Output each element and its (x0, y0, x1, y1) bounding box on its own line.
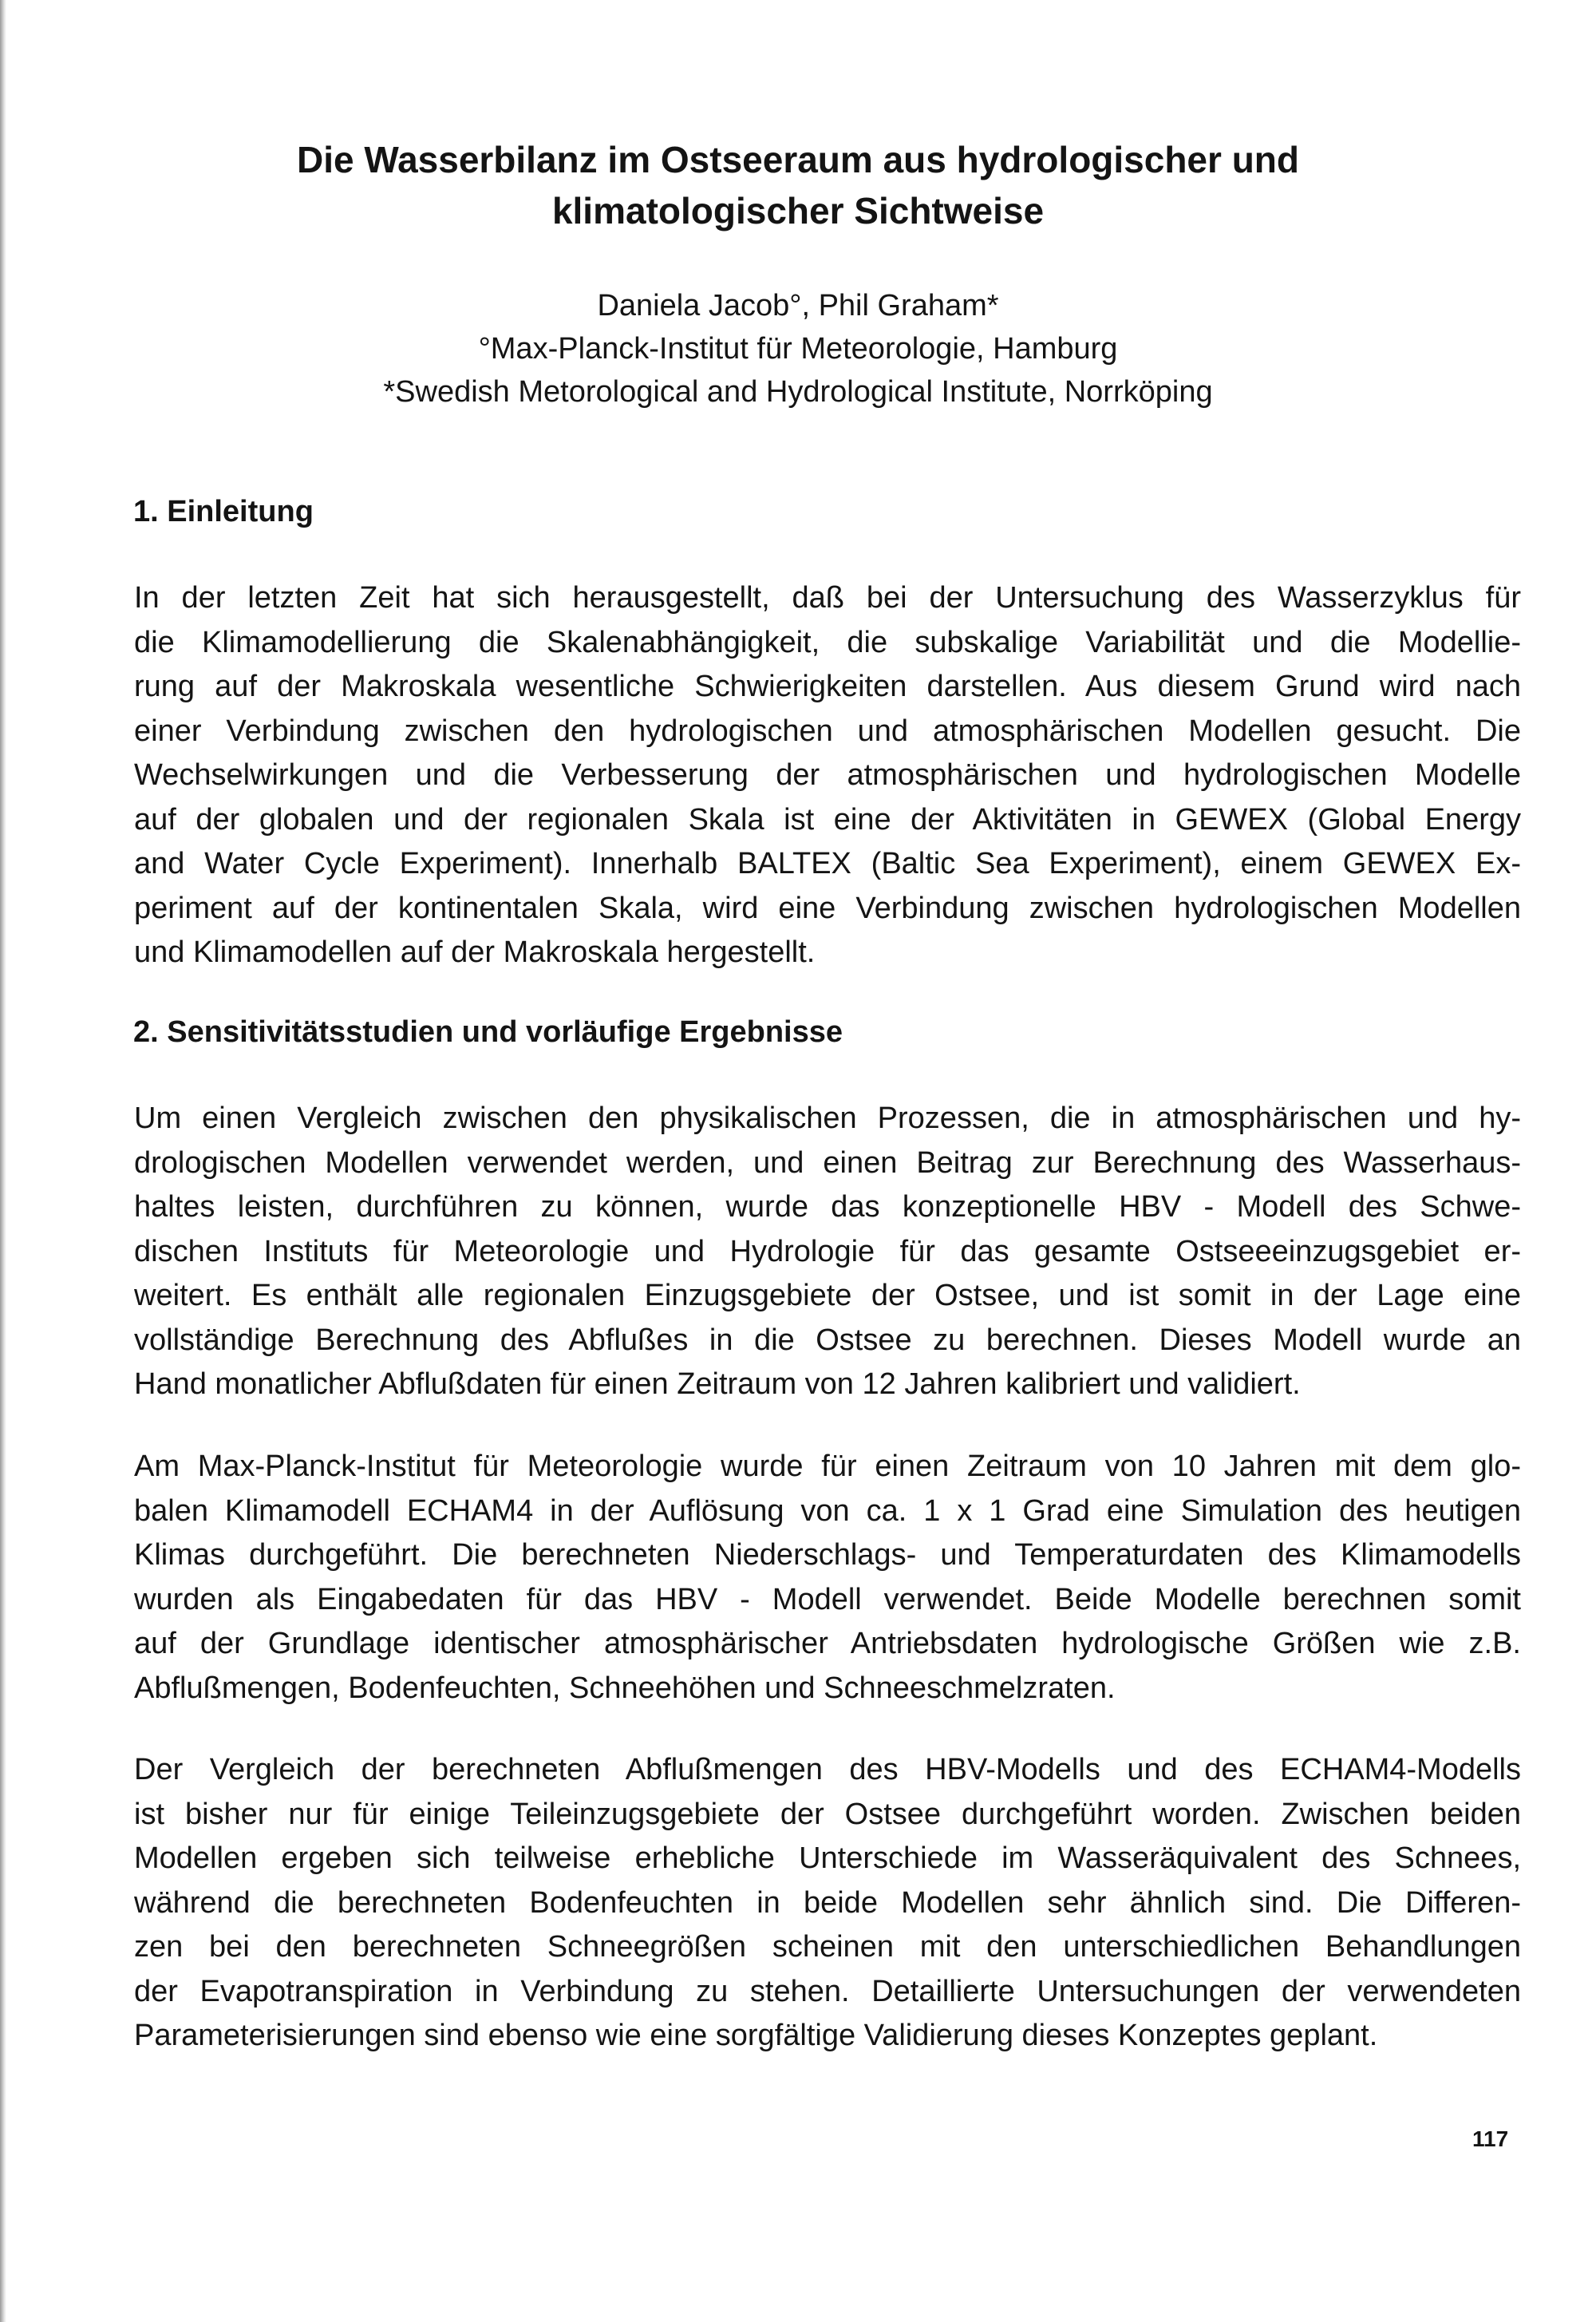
section-2-paragraph-2 (134, 1445, 1521, 1711)
paper-title (160, 134, 1436, 236)
text-line: wurden als Eingabedaten für das HBV - Modell verwendet. Beide Modelle berechnen somit (134, 1582, 1521, 1616)
text-line: haltes leisten, durchführen zu können, wurde das konzeptionelle HBV - Modell des Schwe- (134, 1190, 1521, 1224)
text-line: einer Verbindung zwischen den hydrologischen und atmosphärischen Modellen gesucht. Die (134, 714, 1521, 748)
text-line: periment auf der kontinentalen Skala, wird eine Verbindung zwischen hydrologischen Modellen (134, 891, 1521, 925)
section-2-paragraph-3 (134, 1748, 1521, 2059)
text-line: die Klimamodellierung die Skalenabhängigkeit, die subskalige Variabilität und die Modellie- (134, 625, 1521, 659)
title-line-2: klimatologischer Sichtweise (551, 190, 1045, 231)
text-line: drologischen Modellen verwendet werden, und einen Beitrag zur Berechnung des Wasserhaus- (134, 1145, 1521, 1180)
affiliation-1: °Max-Planck-Institut für Meteorologie, Hamburg (478, 332, 1118, 366)
section-1-heading: 1. Einleitung (133, 495, 314, 528)
text-line: ist bisher nur für einige Teileinzugsgebiete der Ostsee durchgeführt worden. Zwischen beiden (134, 1797, 1521, 1831)
text-line: Hand monatlicher Abflußdaten für einen Zeitraum von 12 Jahren kalibriert und validiert. (134, 1367, 1301, 1401)
text-line: and Water Cycle Experiment). Innerhalb BALTEX (Baltic Sea Experiment), einem GEWEX Ex- (134, 847, 1521, 880)
text-line: Der Vergleich der berechneten Abflußmengen des HBV-Modells und des ECHAM4-Modells (134, 1753, 1521, 1786)
text-line: Um einen Vergleich zwischen den physikalischen Prozessen, die in atmosphärischen und hy- (134, 1102, 1521, 1135)
text-line: Klimas durchgeführt. Die berechneten Niederschlags- und Temperaturdaten des Klimamodells (134, 1538, 1521, 1572)
text-line: dischen Instituts für Meteorologie und Hydrologie für das gesamte Ostseeeinzugsgebiet er- (134, 1234, 1521, 1268)
text-line: balen Klimamodell ECHAM4 in der Auflösung von ca. 1 x 1 Grad eine Simulation des heutigen (134, 1493, 1521, 1528)
text-line: zen bei den berechneten Schneegrößen scheinen mit den unterschiedlichen Behandlungen (134, 1930, 1521, 1964)
text-line: Wechselwirkungen und die Verbesserung der atmosphärischen und hydrologischen Modelle (134, 758, 1521, 792)
text-line: und Klimamodellen auf der Makroskala hergestellt. (134, 936, 816, 969)
text-line: auf der globalen und der regionalen Skala ist eine der Aktivitäten in GEWEX (Global Energy (134, 802, 1521, 837)
page-edge (0, 0, 6, 2322)
text-line: Modellen ergeben sich teilweise erhebliche Unterschiede im Wasseräquivalent des Schnees, (134, 1841, 1521, 1875)
text-line: Parameterisierungen sind ebenso wie eine sorgfältige Validierung dieses Konzeptes geplant. (134, 2019, 1378, 2052)
text-line: Abflußmengen, Bodenfeuchten, Schneehöhen und Schneeschmelzraten. (134, 1671, 1116, 1705)
affiliation-2: *Swedish Metorological and Hydrological Institute, Norrköping (383, 375, 1213, 409)
text-line: während die berechneten Bodenfeuchten in beide Modellen sehr ähnlich sind. Die Differen- (134, 1885, 1521, 1920)
text-line: rung auf der Makroskala wesentliche Schwierigkeiten darstellen. Aus diesem Grund wird nach (134, 670, 1521, 703)
text-line: vollständige Berechnung des Abflußes in die Ostsee zu berechnen. Dieses Modell wurde an (134, 1323, 1521, 1357)
section-2-heading: 2. Sensitivitätsstudien und vorläufige Ergebnisse (133, 1015, 843, 1049)
page-number: 117 (1472, 2126, 1509, 2151)
text-line: Am Max-Planck-Institut für Meteorologie wurde für einen Zeitraum von 10 Jahren mit dem glo- (134, 1450, 1521, 1483)
text-line: auf der Grundlage identischer atmosphärischer Antriebsdaten hydrologische Größen wie z.B. (134, 1627, 1521, 1660)
text-line: weitert. Es enthält alle regionalen Einzugsgebiete der Ostsee, und ist somit in der Lage eine (134, 1279, 1521, 1312)
author-names: Daniela Jacob°, Phil Graham* (597, 289, 999, 322)
section-2-paragraph-1 (134, 1097, 1521, 1407)
text-line: der Evapotranspiration in Verbindung zu stehen. Detaillierte Untersuchungen der verwendeten (134, 1974, 1521, 2008)
title-line-1: Die Wasserbilanz im Ostseeraum aus hydrologischer und (297, 139, 1299, 180)
author-block (160, 284, 1436, 413)
text-line: In der letzten Zeit hat sich herausgestellt, daß bei der Untersuchung des Wasserzyklus für (134, 581, 1521, 615)
section-1-paragraph-1 (134, 576, 1521, 975)
